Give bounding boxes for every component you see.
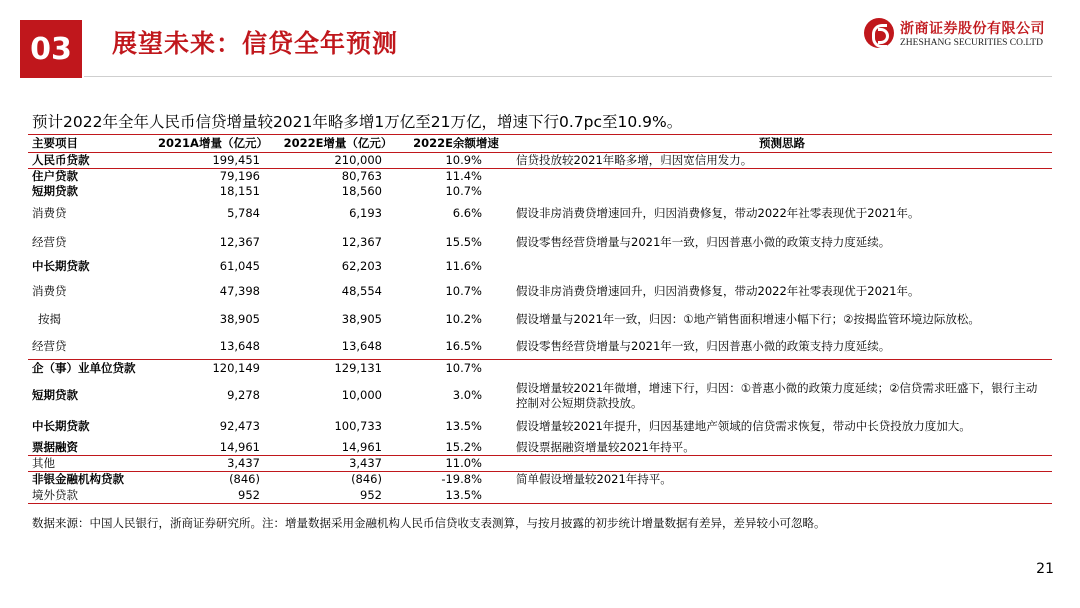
row-logic: 简单假设增量较2021年持平。 xyxy=(516,472,672,487)
table-row xyxy=(28,439,1052,456)
table-header-row xyxy=(28,135,1052,153)
row-2021a: 12,367 xyxy=(219,234,260,249)
row-2021a: (846) xyxy=(229,472,260,487)
zheshang-logo-icon xyxy=(864,18,894,48)
row-logic: 假设零售经营贷增量与2021年一致，归因普惠小微的政策支持力度延续。 xyxy=(516,338,891,353)
row-growth: 15.5% xyxy=(445,234,482,249)
row-item: 中长期贷款 xyxy=(32,419,90,434)
column-header-item: 主要项目 xyxy=(32,136,78,151)
credit-forecast-table xyxy=(28,134,1052,504)
table-row xyxy=(28,377,1052,415)
row-2022e: 3,437 xyxy=(349,456,382,471)
table-row xyxy=(28,229,1052,256)
slide-subtitle: 预计2022年全年人民币信贷增量较2021年略多增1万亿至21万亿，增速下行0.7pc至10.9%。 xyxy=(32,113,683,131)
row-growth: 15.2% xyxy=(445,439,482,454)
row-logic: 假设非房消费贷增速回升，归因消费修复，带动2022年社零表现优于2021年。 xyxy=(516,284,920,299)
table-row xyxy=(28,306,1052,333)
row-2022e: 12,367 xyxy=(341,234,382,249)
row-logic xyxy=(508,360,1052,377)
row-item: 中长期贷款 xyxy=(32,259,90,274)
row-2022e: 952 xyxy=(360,487,382,502)
column-header-2022e: 2022E增量（亿元） xyxy=(283,136,393,151)
table-row xyxy=(28,278,1052,306)
row-2022e: 6,193 xyxy=(349,206,382,221)
data-source-footnote: 数据来源：中国人民银行，浙商证券研究所。注：增量数据采用金融机构人民币信贷收支表测算，与按月披露的初步统计增量数据有差异，差异较小可忽略。 xyxy=(32,516,826,530)
row-2022e: 80,763 xyxy=(341,169,382,183)
logo-english-name: ZHESHANG SECURITIES CO.LTD xyxy=(900,38,1043,48)
row-2021a: 61,045 xyxy=(219,259,260,274)
row-2022e: 129,131 xyxy=(334,361,382,376)
row-logic xyxy=(508,184,1052,199)
table-row xyxy=(28,199,1052,229)
row-2021a: 14,961 xyxy=(219,439,260,454)
row-growth: 11.6% xyxy=(445,259,482,274)
row-logic xyxy=(508,256,1052,278)
row-growth: 6.6% xyxy=(452,206,482,221)
row-2021a: 92,473 xyxy=(219,419,260,434)
row-growth: 10.7% xyxy=(445,183,482,198)
row-item: 短期贷款 xyxy=(32,183,78,198)
row-2021a: 18,151 xyxy=(219,183,260,198)
table-row xyxy=(28,487,1052,503)
row-2021a: 3,437 xyxy=(227,456,260,471)
row-item: 住户贷款 xyxy=(32,169,78,183)
row-growth: 11.0% xyxy=(445,456,482,471)
row-2021a: 79,196 xyxy=(219,169,260,183)
row-growth: 3.0% xyxy=(452,388,482,403)
logo-chinese-name: 浙商证券股份有限公司 xyxy=(900,21,1045,37)
row-growth: 13.5% xyxy=(445,419,482,434)
row-growth: 10.7% xyxy=(445,361,482,376)
row-item: 境外贷款 xyxy=(32,487,78,502)
row-2021a: 38,905 xyxy=(219,311,260,326)
row-2022e: 13,648 xyxy=(341,338,382,353)
page-number: 21 xyxy=(1036,561,1054,577)
table-row xyxy=(28,153,1052,169)
row-2022e: 62,203 xyxy=(341,259,382,274)
header-divider xyxy=(84,76,1052,77)
table-row xyxy=(28,415,1052,439)
table-row xyxy=(28,256,1052,278)
column-header-growth: 2022E余额增速 xyxy=(413,136,499,151)
table-row xyxy=(28,184,1052,199)
table-row xyxy=(28,471,1052,487)
table-row xyxy=(28,333,1052,360)
row-2022e: 18,560 xyxy=(341,183,382,198)
row-2022e: 100,733 xyxy=(334,419,382,434)
row-logic xyxy=(508,456,1052,472)
row-2021a: 199,451 xyxy=(212,153,260,168)
row-item: 其他 xyxy=(32,456,55,471)
row-2021a: 952 xyxy=(238,487,260,502)
row-2022e: 48,554 xyxy=(341,284,382,299)
row-2021a: 9,278 xyxy=(227,388,260,403)
column-header-2021a: 2021A增量（亿元） xyxy=(158,136,268,151)
table-row xyxy=(28,456,1052,472)
row-growth: 11.4% xyxy=(445,169,482,183)
row-item: 经营贷 xyxy=(32,234,67,249)
table-row xyxy=(28,360,1052,377)
page-title: 展望未来：信贷全年预测 xyxy=(112,29,399,58)
row-2022e: (846) xyxy=(351,472,382,487)
row-item: 非银金融机构贷款 xyxy=(32,472,124,487)
row-item: 经营贷 xyxy=(32,338,67,353)
row-logic: 信贷投放较2021年略多增，归因宽信用发力。 xyxy=(516,153,753,168)
row-2022e: 14,961 xyxy=(341,439,382,454)
company-logo xyxy=(864,18,1064,54)
row-item: 按揭 xyxy=(38,311,61,326)
table-row xyxy=(28,169,1052,184)
row-logic: 假设增量较2021年微增，增速下行，归因：①普惠小微的政策力度延续；②信贷需求旺盛下，银行主动控制对公短期贷款投放。 xyxy=(516,381,1038,410)
row-logic xyxy=(508,169,1052,184)
row-growth: 10.9% xyxy=(445,153,482,168)
row-item: 企（事）业单位贷款 xyxy=(32,361,136,376)
column-header-logic: 预测思路 xyxy=(759,136,805,151)
row-logic: 假设增量较2021年提升，归因基建地产领域的信贷需求恢复，带动中长贷投放力度加大。 xyxy=(516,419,971,434)
row-item: 人民币贷款 xyxy=(32,153,90,168)
row-2022e: 38,905 xyxy=(341,311,382,326)
row-2021a: 120,149 xyxy=(212,361,260,376)
row-growth: -19.8% xyxy=(441,472,482,487)
row-logic: 假设票据融资增量较2021年持平。 xyxy=(516,439,695,454)
row-item: 票据融资 xyxy=(32,439,78,454)
row-logic: 假设零售经营贷增量与2021年一致，归因普惠小微的政策支持力度延续。 xyxy=(516,234,891,249)
row-2021a: 13,648 xyxy=(219,338,260,353)
row-2021a: 47,398 xyxy=(219,284,260,299)
row-logic xyxy=(508,487,1052,503)
row-item: 消费贷 xyxy=(32,206,67,221)
row-2022e: 10,000 xyxy=(341,388,382,403)
row-logic: 假设非房消费贷增速回升，归因消费修复，带动2022年社零表现优于2021年。 xyxy=(516,206,920,221)
row-logic: 假设增量与2021年一致，归因：①地产销售面积增速小幅下行；②按揭监管环境边际放松。 xyxy=(516,311,980,326)
row-item: 短期贷款 xyxy=(32,388,78,403)
row-growth: 10.2% xyxy=(445,311,482,326)
row-growth: 13.5% xyxy=(445,487,482,502)
row-2021a: 5,784 xyxy=(227,206,260,221)
row-item: 消费贷 xyxy=(32,284,67,299)
row-growth: 16.5% xyxy=(445,338,482,353)
row-2022e: 210,000 xyxy=(334,153,382,168)
section-number-badge: 03 xyxy=(20,20,82,78)
row-growth: 10.7% xyxy=(445,284,482,299)
